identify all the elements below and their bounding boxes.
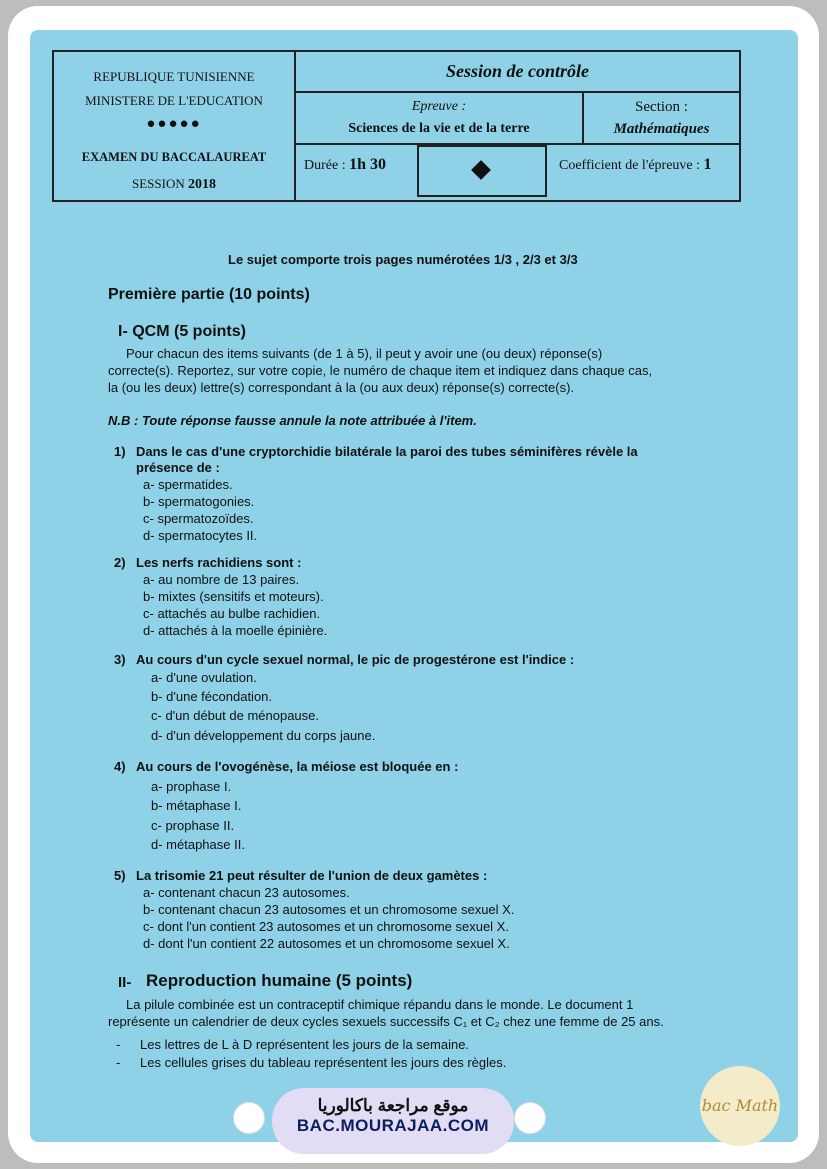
part1-title: Première partie (10 points) — [108, 286, 310, 303]
q2-question: Les nerfs rachidiens sont : — [136, 555, 302, 570]
duration: Durée : 1h 30 — [304, 156, 386, 173]
q3-option-a: a- d'une ovulation. — [151, 670, 257, 685]
site-logo-icon — [233, 1102, 265, 1134]
section-label: Section : — [635, 99, 688, 115]
q5-option-c: c- dont l'un contient 23 autosomes et un chromosome sexuel X. — [143, 919, 509, 934]
session-title: Session de contrôle — [296, 52, 739, 93]
q2-number: 2) — [114, 555, 126, 570]
q3-option-c: c- d'un début de ménopause. — [151, 708, 319, 723]
exam-header — [52, 50, 741, 202]
q5-number: 5) — [114, 868, 126, 883]
q1-option-a: a- spermatides. — [143, 477, 233, 492]
q3-option-b: b- d'une fécondation. — [151, 689, 273, 704]
q1-question-cont: présence de : — [136, 460, 220, 475]
q4-option-d: d- métaphase II. — [151, 837, 245, 852]
q2-option-b: b- mixtes (sensitifs et moteurs). — [143, 589, 324, 604]
page-count-note: Le sujet comporte trois pages numérotées 1/3 , 2/3 et 3/3 — [228, 252, 578, 267]
section-value: Mathématiques — [613, 121, 710, 137]
epreuve-value: Sciences de la vie et de la terre — [348, 121, 530, 136]
section-cell — [584, 93, 739, 145]
q2-option-a: a- au nombre de 13 paires. — [143, 572, 300, 587]
bullet-dash-1: - — [116, 1037, 121, 1052]
q3-number: 3) — [114, 652, 126, 667]
q3-question: Au cours d'un cycle sexuel normal, le pic de progestérone est l'indice : — [136, 652, 575, 667]
repro-number: II- — [118, 974, 132, 991]
q1-number: 1) — [114, 444, 126, 459]
q5-question: La trisomie 21 peut résulter de l'union de deux gamètes : — [136, 868, 488, 883]
qcm-intro-1: Pour chacun des items suivants (de 1 à 5), il peut y avoir une (ou deux) réponse(s) — [126, 346, 603, 361]
dots-separator: ●●●●● — [146, 116, 202, 132]
repro-title: Reproduction humaine (5 points) — [146, 971, 413, 990]
q2-option-d: d- attachés à la moelle épinière. — [143, 623, 328, 638]
diamond-box — [417, 145, 547, 197]
nb-note: N.B : Toute réponse fausse annule la note attribuée à l'item. — [108, 413, 477, 428]
repro-para-2: représente un calendrier de deux cycles sexuels successifs C₁ et C₂ chez une femme de 25 ans. — [108, 1014, 664, 1029]
diamond-icon — [471, 160, 491, 180]
q4-option-b: b- métaphase I. — [151, 798, 242, 813]
repro-bullet-1: Les lettres de L à D représentent les jours de la semaine. — [140, 1037, 470, 1052]
q4-question: Au cours de l'ovogénèse, la méiose est bloquée en : — [136, 759, 459, 774]
bac-math-logo: bac Math — [700, 1066, 780, 1146]
epreuve-cell — [296, 93, 584, 145]
qcm-title: I- QCM (5 points) — [118, 323, 246, 340]
repro-bullet-2: Les cellules grises du tableau représentent les jours des règles. — [140, 1055, 507, 1070]
site-url[interactable]: BAC.MOURAJAA.COM — [296, 1116, 490, 1135]
exam-label: EXAMEN DU BACCALAUREAT — [81, 150, 267, 164]
q4-option-c: c- prophase II. — [151, 818, 235, 833]
site-name-arabic: موقع مراجعة باكالوريا — [317, 1096, 469, 1115]
q1-option-b: b- spermatogonies. — [143, 494, 255, 509]
qcm-intro-2: correcte(s). Reportez, sur votre copie, le numéro de chaque item et indiquez dans chaque cas, — [108, 363, 653, 378]
q1-option-d: d- spermatocytes II. — [143, 528, 258, 543]
q5-option-a: a- contenant chacun 23 autosomes. — [143, 885, 350, 900]
site-logo-icon — [514, 1102, 546, 1134]
header-left — [54, 52, 296, 200]
q4-option-a: a- prophase I. — [151, 779, 232, 794]
ministry-label: MINISTERE DE L'EDUCATION — [85, 93, 263, 108]
q5-option-d: d- dont l'un contient 22 autosomes et un chromosome sexuel X. — [143, 936, 510, 951]
epreuve-label: Epreuve : — [411, 99, 467, 114]
site-banner[interactable] — [272, 1088, 514, 1154]
coefficient: Coefficient de l'épreuve : 1 — [559, 156, 712, 173]
session-label: SESSION 2018 — [132, 176, 216, 192]
republic-label: REPUBLIQUE TUNISIENNE — [93, 69, 255, 84]
q1-option-c: c- spermatozoïdes. — [143, 511, 254, 526]
q3-option-d: d- d'un développement du corps jaune. — [151, 728, 376, 743]
repro-para-1: La pilule combinée est un contraceptif chimique répandu dans le monde. Le document 1 — [126, 997, 634, 1012]
bullet-dash-2: - — [116, 1055, 121, 1070]
q5-option-b: b- contenant chacun 23 autosomes et un chromosome sexuel X. — [143, 902, 515, 917]
q4-number: 4) — [114, 759, 126, 774]
q2-option-c: c- attachés au bulbe rachidien. — [143, 606, 321, 621]
q1-question: Dans le cas d'une cryptorchidie bilatérale la paroi des tubes séminifères révèle la — [136, 444, 638, 459]
qcm-intro-3: la (ou les deux) lettre(s) correspondant à la (ou aux deux) réponse(s) correcte(s). — [108, 380, 575, 395]
